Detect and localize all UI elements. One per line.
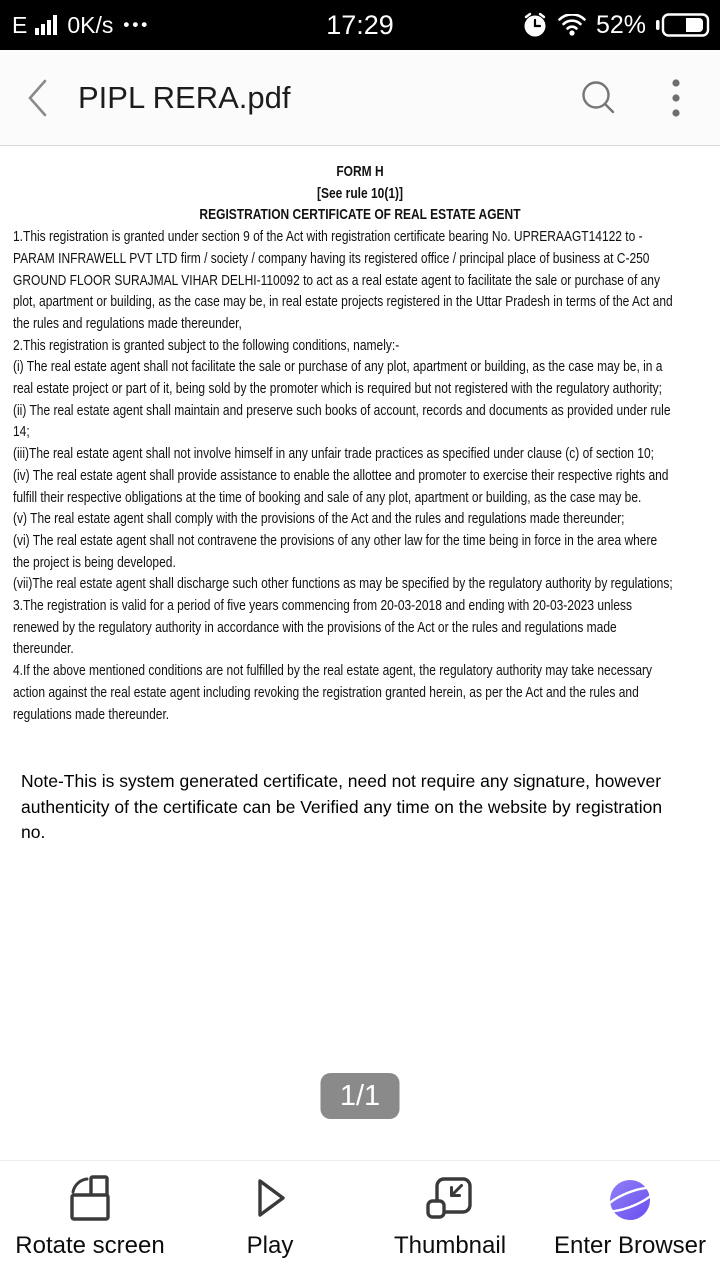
status-left-cluster [0,12,150,39]
doc-text-line: renewed by the regulatory authority in accordance with the provisions of the Act or the rules and regulations made [13,618,617,636]
enter-browser-label: Enter Browser [553,1232,707,1259]
play-label: Play [246,1232,294,1259]
doc-text-line: [See rule 10(1)] [316,184,404,202]
header-actions [566,66,708,130]
doc-text-line: 14; [13,423,30,441]
rotate-screen-button[interactable] [0,1161,180,1280]
doc-note-block [21,769,720,846]
thumbnail-icon [423,1171,477,1227]
document-title: PIPL RERA.pdf [78,79,291,115]
enter-browser-button[interactable] [540,1161,720,1280]
planet-icon [602,1171,658,1227]
doc-text-line: Note-This is system generated certificate, need not require any signature, however [21,771,662,792]
doc-text-line: the rules and regulations made thereunder, [13,314,242,332]
doc-text-line: FORM H [336,163,384,180]
network-type-label: E [12,11,28,38]
doc-text-line: (vii)The real estate agent shall discharge such other functions as may be specified by the regulatory authority by regulations; [13,575,673,593]
doc-text-line: 1.This registration is granted under section 9 of the Act with registration certificate bearing No. UPRERAAGT14122 to - [13,228,643,246]
doc-body-block [13,226,707,725]
more-options-button[interactable] [644,66,708,130]
doc-text-line: PARAM INFRAWELL PVT LTD firm / society / company having its registered office / principal place of business at C-250 [13,249,650,267]
play-icon [243,1171,297,1227]
doc-text-line: (iv) The real estate agent shall provide assistance to enable the allottee and promoter to exercise their respective rights and [13,466,669,484]
network-speed-label: 0K/s [67,11,114,38]
rotate-screen-icon [63,1171,117,1227]
doc-text-line: the project is being developed. [13,553,176,571]
clock-time: 17:29 [326,9,394,40]
doc-text-line: REGISTRATION CERTIFICATE OF REAL ESTATE AGENT [199,206,521,224]
doc-text-line: (ii) The real estate agent shall maintain and preserve such books of account, records and documents as provided under rule [13,401,671,419]
alarm-clock-icon [522,12,548,38]
signal-strength-icon [35,15,59,35]
doc-text-line: no. [21,822,46,843]
chevron-left-icon [23,77,53,119]
battery-icon [656,12,710,38]
signal-dots: ••• [123,15,151,34]
doc-text-line: 3.The registration is valid for a period of five years commencing from 20-03-2018 and ending with 20-03-2023 unless [13,597,633,615]
rotate-screen-label: Rotate screen [15,1232,165,1259]
doc-text-line: (iii)The real estate agent shall not involve himself in any unfair trade practices as specified under clause (c) of section 10; [13,445,654,463]
doc-text-line: (vi) The real estate agent shall not contravene the provisions of any other law for the time being in force in the area where [13,531,658,549]
app-header [0,50,720,146]
page-indicator-badge [321,1073,400,1119]
battery-percent-label: 52% [595,10,646,39]
search-icon [580,80,616,116]
wifi-icon [558,14,586,36]
doc-text-line: plot, apartment or building, as the case may be, in real estate projects registered in the Uttar Pradesh in terms of the Act and [13,293,673,311]
doc-text-line: real estate project or part of it, being sold by the promoter which is required but not registered with the regulatory authority; [13,380,663,398]
doc-text-line: 4.If the above mentioned conditions are not fulfilled by the real estate agent, the regulatory authority may take necessary [13,662,653,680]
status-bar [0,0,720,50]
doc-text-line: action against the real estate agent including revoking the registration granted herein, as per the Act and the rules and [13,683,639,701]
thumbnail-label: Thumbnail [393,1232,507,1259]
search-button[interactable] [566,66,630,130]
play-button[interactable] [180,1161,360,1280]
doc-text-line: authenticity of the certificate can be Verified any time on the website by registration [21,796,663,817]
kebab-menu-icon [671,78,681,118]
page-indicator-text: 1/1 [339,1079,381,1112]
status-right-cluster [522,0,710,50]
back-button[interactable] [8,68,68,128]
doc-text-line: (i) The real estate agent shall not facilitate the sale or purchase of any plot, apartment or building, as the case may be, in a [13,358,663,376]
doc-text-line: fulfill their respective obligations at the time of booking and sale of any plot, apartment or building, as the case may be. [13,488,642,506]
doc-text-line: GROUND FLOOR SURAJMAL VIHAR DELHI-110092 to act as a real estate agent to facilitate the sale or purchase of any [13,271,660,289]
thumbnail-button[interactable] [360,1161,540,1280]
doc-text-line: 2.This registration is granted subject to the following conditions, namely:- [13,336,400,354]
doc-text-line: thereunder. [13,640,74,658]
pdf-page-view[interactable] [0,147,720,1160]
doc-text-line: (v) The real estate agent shall comply with the provisions of the Act and the rules and regulations made thereunder; [13,510,625,528]
doc-heading-block [13,161,707,226]
bottom-toolbar [0,1160,720,1280]
doc-text-line: regulations made thereunder. [13,705,170,723]
